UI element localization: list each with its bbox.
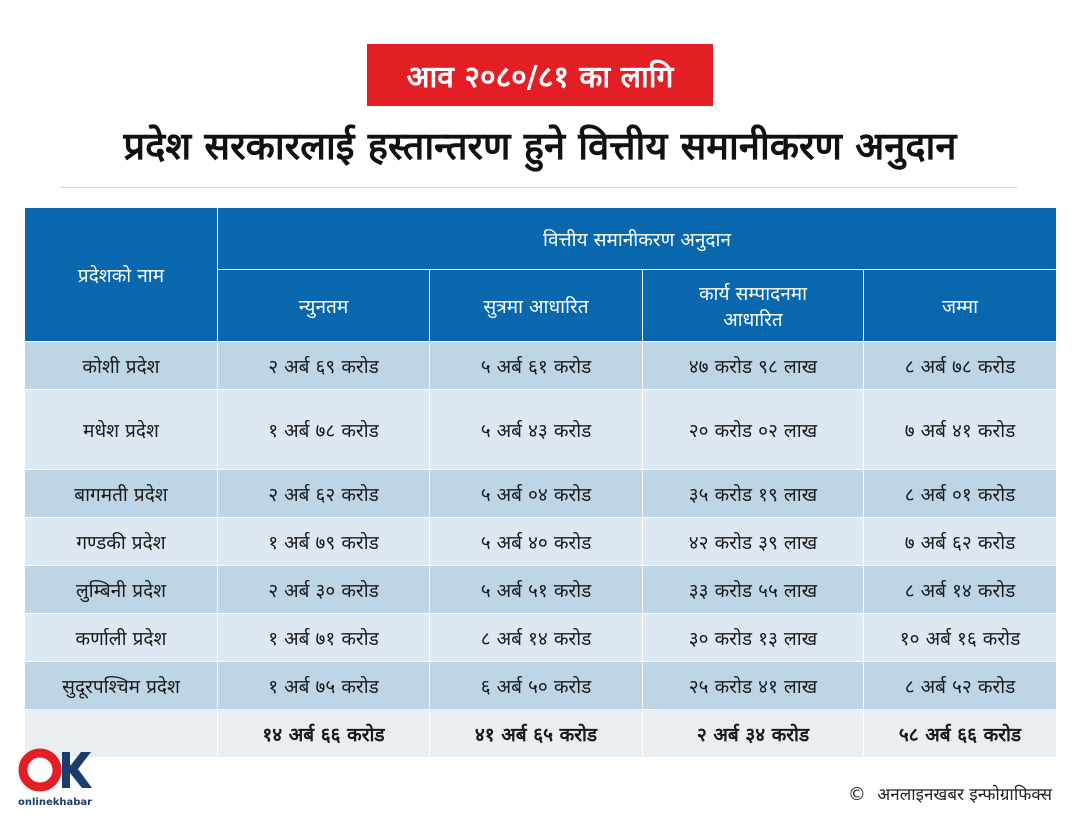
performance-cell: ३५ करोड १९ लाख xyxy=(643,470,864,518)
header-minimum: न्युनतम xyxy=(218,270,430,342)
minimum-cell: १ अर्ब ७९ करोड xyxy=(218,518,430,566)
province-name: कर्णाली प्रदेश xyxy=(25,614,218,662)
header-formula-based: सुत्रमा आधारित xyxy=(430,270,643,342)
province-name: लुम्बिनी प्रदेश xyxy=(25,566,218,614)
province-name: कोशी प्रदेश xyxy=(25,342,218,390)
performance-cell: २५ करोड ४१ लाख xyxy=(643,662,864,710)
page-title: प्रदेश सरकारलाई हस्तान्तरण हुने वित्तीय समानीकरण अनुदान xyxy=(123,124,957,168)
minimum-cell: १ अर्ब ७८ करोड xyxy=(218,390,430,470)
minimum-cell: २ अर्ब ३० करोड xyxy=(218,566,430,614)
performance-cell: ३३ करोड ५५ लाख xyxy=(643,566,864,614)
total-cell: ७ अर्ब ६२ करोड xyxy=(864,518,1057,566)
formula-cell: ५ अर्ब ४३ करोड xyxy=(430,390,643,470)
header-grant-group: वित्तीय समानीकरण अनुदान xyxy=(218,208,1057,270)
year-badge: आव २०८०/८१ का लागि xyxy=(367,44,713,106)
province-name: गण्डकी प्रदेश xyxy=(25,518,218,566)
total-formula: ४१ अर्ब ६५ करोड xyxy=(430,710,643,758)
total-cell: ७ अर्ब ४१ करोड xyxy=(864,390,1057,470)
header-performance-based: कार्य सम्पादनमा आधारित xyxy=(643,270,864,342)
minimum-cell: २ अर्ब ६२ करोड xyxy=(218,470,430,518)
header-total: जम्मा xyxy=(864,270,1057,342)
total-performance: २ अर्ब ३४ करोड xyxy=(643,710,864,758)
table-row xyxy=(25,662,1057,710)
credit-text: अनलाइनखबर इन्फोग्राफिक्स xyxy=(877,785,1052,805)
formula-cell: ८ अर्ब १४ करोड xyxy=(430,614,643,662)
title-divider xyxy=(60,187,1018,188)
minimum-cell: १ अर्ब ७१ करोड xyxy=(218,614,430,662)
table-row xyxy=(25,566,1057,614)
table-row xyxy=(25,342,1057,390)
copyright-icon: © xyxy=(847,784,866,805)
table-row xyxy=(25,614,1057,662)
performance-cell: २० करोड ०२ लाख xyxy=(643,390,864,470)
grand-total: ५८ अर्ब ६६ करोड xyxy=(864,710,1057,758)
total-cell: ८ अर्ब ०१ करोड xyxy=(864,470,1057,518)
province-name: सुदूरपश्चिम प्रदेश xyxy=(25,662,218,710)
performance-cell: ३० करोड १३ लाख xyxy=(643,614,864,662)
performance-cell: ४२ करोड ३९ लाख xyxy=(643,518,864,566)
province-name: बागमती प्रदेश xyxy=(25,470,218,518)
total-cell: ८ अर्ब १४ करोड xyxy=(864,566,1057,614)
logo-wordmark: onlinekhabar xyxy=(18,797,93,808)
table-row xyxy=(25,470,1057,518)
formula-cell: ५ अर्ब ६१ करोड xyxy=(430,342,643,390)
total-cell: ८ अर्ब ५२ करोड xyxy=(864,662,1057,710)
totals-row xyxy=(25,710,1057,758)
formula-cell: ५ अर्ब ४० करोड xyxy=(430,518,643,566)
table-row xyxy=(25,518,1057,566)
formula-cell: ६ अर्ब ५० करोड xyxy=(430,662,643,710)
formula-cell: ५ अर्ब ०४ करोड xyxy=(430,470,643,518)
total-cell: १० अर्ब १६ करोड xyxy=(864,614,1057,662)
performance-cell: ४७ करोड ९८ लाख xyxy=(643,342,864,390)
formula-cell: ५ अर्ब ५१ करोड xyxy=(430,566,643,614)
minimum-cell: २ अर्ब ६९ करोड xyxy=(218,342,430,390)
header-province: प्रदेशको नाम xyxy=(25,208,218,342)
total-cell: ८ अर्ब ७८ करोड xyxy=(864,342,1057,390)
grant-table xyxy=(24,207,1057,758)
minimum-cell: १ अर्ब ७५ करोड xyxy=(218,662,430,710)
total-minimum: १४ अर्ब ६६ करोड xyxy=(218,710,430,758)
infographic-credit xyxy=(848,782,1052,805)
province-name: मधेश प्रदेश xyxy=(25,390,218,470)
table-row xyxy=(25,390,1057,470)
